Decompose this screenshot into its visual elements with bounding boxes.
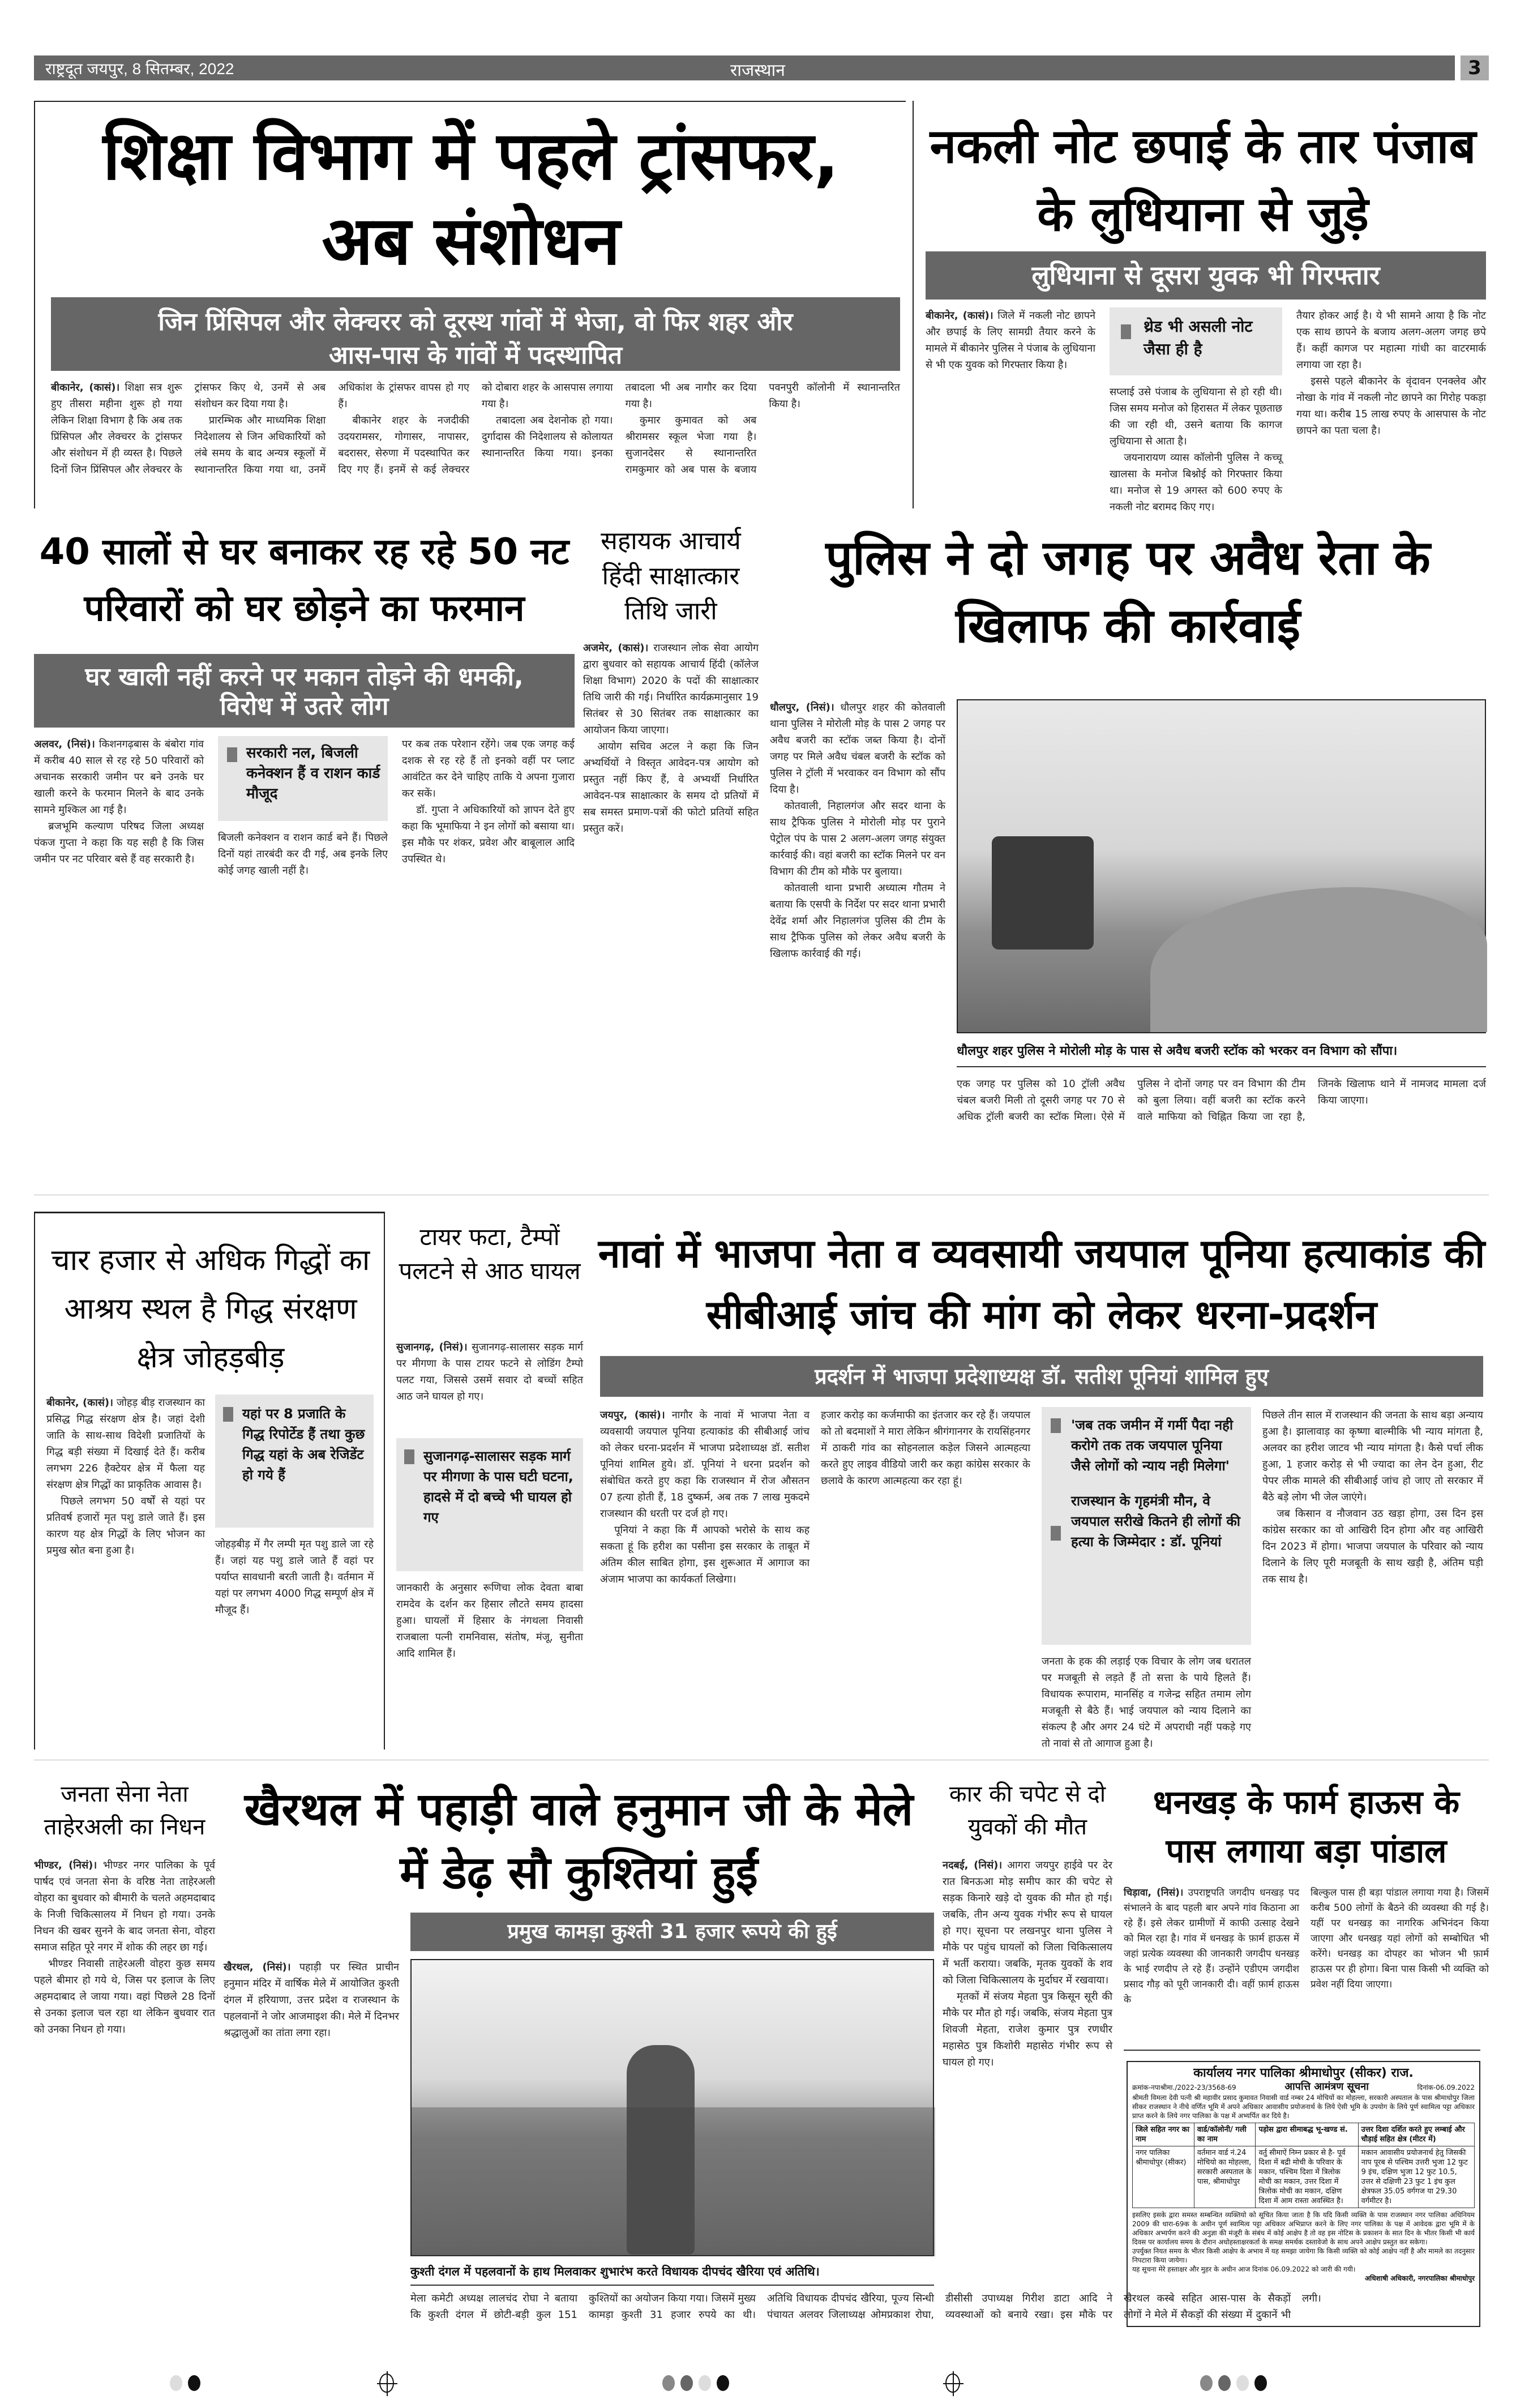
notice-table-row: नगर पालिका श्रीमाधोपुर (सीकर) वर्तमान वार्ड नं.24 मोचियो का मोहल्ला, सरकारी अस्पताल के पास, श्रीमाधोपुर वर्तु सीमाऐं निम्न प्रकार से है- पूर्व दिशा में बद्री मोची के परिवार के मकान, पश्चिम दिशा में त्रिलोक मोची का मकान, उत्तर दिशा में त्रिलोक मोची का मकान, दक्षिण दिशा में आम रास्ता अवस्थित है। मकान आवासीय प्रयोजनार्थ हेतु जिसकी नाप पूरब से पश्चिम उत्तरी भुजा 12 फुट 9 इंच, दक्षिण भुजा 12 फुट 10.5, उत्तर से दक्षिणी 23 फुट 1 इंच कुल क्षेत्रफल 35.05 वर्गगज या 29.30 वर्गमीटर है।	[1133, 2146, 1475, 2208]
headline: 40 सालों से घर बनाकर रह रहे 50 नट परिवारों को घर छोड़ने का फरमान	[39, 531, 569, 630]
notice-date: दिनांक-06.09.2022	[1417, 2084, 1475, 2092]
subhead: प्रमुख कामड़ा कुश्ती 31 हजार रूपये की हुई	[410, 1913, 934, 1951]
pull-quote: थ्रेड भी असली नोट जैसा ही है	[1110, 307, 1282, 375]
article-body-col2: बिजली कनेक्शन व राशन कार्ड बने हैं। पिछले दिनों यहां तारबंदी कर दी गई, अब इनके लिए कोई जगह खाली नहीं है।	[218, 832, 388, 876]
article-body-col2: जानकारी के अनुसार रूणिचा लोक देवता बाबा रामदेव के दर्शन कर हिसार लौटते समय हादसा हुआ। घायलों में हिसार के नंगथला निवासी राजबाला पत्नी रामनिवास, संतोष, मंजू, सुनीता आदि शामिल हैं।	[396, 1582, 583, 1659]
story-punia-protest	[594, 1212, 1489, 1750]
article-body-col2: सप्लाई उसे पंजाब के लुधियाना से हो रही थी। जिस समय मनोज को हिरासत में लेकर पूछताछ की जा रही थी, उसने बताया कि कागज लुधियाना से आता है। जयनारायण व्यास कॉलोनी पुलिस ने कच्चू खालसा के मनोज बिश्नोई को गिरफ्तार किया था। मनोज से 19 अगस्त को 600 रुपए के नकली नोट बरामद किए गए।	[1110, 386, 1282, 513]
article-body-col2: हजार करोड़ का कर्जमाफी का इंतजार कर रहे हैं। जयपाल को तो बदमाशों ने मारा लेकिन श्रीगंगानगर के रायसिंहनगर में ठाकरी गांव का सोहनलाल कड़ेल जिसने आत्महत्या करते हुए लाइव वीडियो जारी कर कहा कांग्रेस सरकार के छलावे के कारण आत्महत्या कर रहा हूं।	[821, 1409, 1030, 1487]
photo-wrestlers	[410, 1959, 934, 2256]
story-dhankhar	[1124, 1772, 1489, 2038]
notice-footer-1: इसलिए इसके द्वारा समस्त सम्बन्धित व्यक्तियो को सूचित किया जाता है कि यदि किसी व्यक्ति के पास राजस्थान नगर पालिका अधिनियम 2009 की धारा-69क के अधीन पूर्ण स्वामित्व पट्टा अधिकार अभिप्राप्त करने के लिए नगर पालिका के पक्ष में आवेदक द्वारा भूमि में के अधिकार अभ्यर्पण करने की अनुज्ञा की मंजूरी के संबंध में कोई आक्षेप है तो वह इस नोटिस के प्रकाशन के सात दिन के भीतर किसी भी कार्य दिवस पर कार्यालय समय के दौरान अधोहस्ताक्षरकर्ता के समक्ष समर्थक दस्तावेजो के साथ अपने आक्षेप प्रस्तुत कर सकेगा।	[1132, 2211, 1475, 2246]
notice-footer-2: उपर्युक्त नियत समय के भीतर किसी आक्षेप के अभाव में यह समझा जायेगा कि किसी व्यक्ति को कोई आक्षेप नहीं है और मामले का तदनुसार निपटारा किया जायेगा।	[1132, 2247, 1475, 2264]
photo-caption: कुश्ती दंगल में पहलवानों के हाथ मिलवाकर शुभारंभ करते विधायक दीपचंद खैरिया एवं अतिथि।	[410, 2265, 820, 2278]
divider	[1124, 2050, 1480, 2051]
article-body-col4: पिछले तीन साल में राजस्थान की जनता के साथ बड़ा अन्याय हुआ है। झालावाड़ का कृष्णा बाल्मीकि भी न्याय मांगता है, अलवर का हरीश जाटव भी न्याय मांगता है। कैसे पर्चा लीक हुआ, 1 हजार करोड़ से भी ज्यादा का लेन देन हुआ, रीट पेपर लीक मामले की सीबीआई जांच हो जाए तो सरकार में बैठे बड़े लोग भी जेल जाएंगे। जब किसान व नौजवान उठ खड़ा होगा, उस दिन इस कांग्रेस सरकार का वो आखिरी दिन होगा और वह आखिरी दिन 2023 में होगा। भाजपा जयपाल के परिवार को न्याय दिलाने के लिए पूरी मजबूती के साथ खड़ी है, अंतिम घड़ी तक साथ है।	[1262, 1409, 1483, 1585]
masthead-date: राष्ट्रदूत जयपुर, 8 सितम्बर, 2022	[45, 60, 234, 78]
headline: चार हजार से अधिक गिद्धों का आश्रय स्थल है गिद्ध संरक्षण क्षेत्र जोहड़बीड़	[51, 1243, 370, 1375]
article-body-col2: बिल्कुल पास ही बड़ा पांडाल लगाया गया है। जिसमें करीब 500 लोगों के बैठने की व्यवस्था की गई है। यहीं पर धनखड़ का नागरिक अभिनंदन किया जाएगा और धनखड़ यहां लोगों को सम्बोधित भी करेंगे। धनखड़ का दोपहर का भोजन भी फ़ार्म हाऊस पर ही होगा। बिना पास किसी भी व्यक्ति को प्रवेश नहीं दिया जाएगा।	[1311, 1887, 1489, 1990]
subhead: घर खाली नहीं करने पर मकान तोड़ने की धमकी, विरोध में उतरे लोग	[34, 654, 575, 728]
notice-table	[1132, 2123, 1475, 2208]
article-body-col2: एक जगह पर पुलिस को 10 ट्रॉली अवैध चंबल बजरी मिली तो दूसरी जगह पर 70 से अधिक ट्रॉली बजरी का स्टॉक मिला। ऐसे में पुलिस ने दोनों जगह पर वन विभाग की टीम को बुला लिया। वहीं बजरी का स्टॉक करने वाले माफिया को चिह्नित किया जा रहा है, जिनके खिलाफ थाने में नामजद मामला दर्ज किया जाएगा।	[957, 1078, 1486, 1123]
story-nat-families	[34, 518, 575, 1183]
bullet-square-icon	[404, 1449, 414, 1464]
photo-caption: धौलपुर शहर पुलिस ने मोरोली मोड़ के पास से अवैध बजरी स्टॉक को भरकर वन विभाग को सौंपा।	[957, 1044, 1398, 1058]
bullet-square-icon	[1051, 1526, 1061, 1541]
photo-sand-jcb	[957, 699, 1486, 1033]
masthead-bar	[34, 55, 1455, 80]
headline: सहायक आचार्य हिंदी साक्षात्कार तिथि जारी	[601, 527, 741, 626]
story-transfer	[34, 101, 906, 508]
bullet-square-icon	[223, 1407, 233, 1422]
column-rule	[913, 101, 914, 508]
pull-quote: सरकारी नल, बिजली कनेक्शन हैं व राशन कार्ड मौजूद	[218, 736, 388, 821]
story-tempo-accident	[396, 1212, 583, 1750]
headline: कार की चपेट से दो युवकों की मौत	[949, 1781, 1106, 1840]
subhead: प्रदर्शन में भाजपा प्रदेशाध्यक्ष डॉ. सतीश पूनियां शामिल हुए	[600, 1356, 1483, 1397]
article-body-col1: बीकानेर, (कासं)। जोहड़ बीड़ राजस्थान का प्रसिद्ध गिद्ध संरक्षण क्षेत्र है। जहां देशी जाति के साथ-साथ विदेशी प्रजातियों के गिद्ध बड़ी संख्या में दिखाई देते हैं। करीब लगभग 226 हैक्टेयर क्षेत्र में फैला यह संरक्षण क्षेत्र गिद्धों का प्राकृतिक आवास है। पिछले लगभग 50 वर्षों से यहां पर प्रतिवर्ष हजारों मृत पशु डाले जाते हैं। इस कारण यह क्षेत्र गिद्धों के लिए भोजन का प्रमुख स्रोत बना हुआ है।	[46, 1397, 205, 1556]
article-body: अजमेर, (कासं)। राजस्थान लोक सेवा आयोग द्वारा बुधवार को सहायक आचार्य हिंदी (कॉलेज शिक्षा विभाग) 2020 के पदों की साक्षात्कार तिथि जारी की गई। निर्धारित कार्यक्रमानुसार 19 सितंबर से 30 सितंबर तक साक्षात्कार का आयोजन किया जाएगा। आयोग सचिव अटल ने कहा कि जिन अभ्यर्थियों ने विस्तृत आवेदन-पत्र आयोग को प्रस्तुत नहीं किए हैं, वे अभ्यर्थी निर्धारित आवेदन-पत्र साक्षात्कार के समय दो प्रतियों में सब समस्त प्रमाण-पत्रों की फोटो प्रतियों सहित प्रस्तुत करें।	[583, 642, 759, 835]
pull-quote: यहां पर 8 प्रजाति के गिद्ध रिपोर्टेड हैं तथा कुछ गिद्ध यहां के अब रेजिडेंट हो गये हैं	[215, 1395, 374, 1528]
story-car-accident	[943, 1772, 1112, 2338]
pull-quote: 'जब तक जमीन में गर्मी पैदा नही करोगे तक तक जयपाल पूनिया जैसे लोगों को न्याय नही मिलेगा' राजस्थान के गृहमंत्री मौन, वे जयपाल सरीखे कितने ही लोगों की हत्या के जिम्मेदार : डॉ. पूनियां	[1042, 1407, 1251, 1645]
headline: जनता सेना नेता ताहेरअली का निधन	[44, 1781, 205, 1840]
public-notice	[1127, 2061, 1480, 2327]
article-body-col1: चिड़ावा, (निसं)। उपराष्ट्रपति जगदीप धनखड़ पद संभालने के बाद पहली बार अपने गांव किठाना आ रहे हैं। इसे लेकर ग्रामीणों में काफी उत्साह देखने को मिल रहा है। गांव में धनखड़ के फ़ार्म हाऊस में जहां प्रत्येक व्यवस्था की जानकारी जगदीप धनखड़ के भाई रणदीप ले रहे हैं। उन्होंने एडीएम जगदीश प्रसाद गौड़ को पूरी जानकारी दी। वहीं फ़ार्म हाऊस के	[1124, 1887, 1299, 2005]
crowd-shape	[412, 2107, 935, 2256]
headline: शिक्षा विभाग में पहले ट्रांसफर, अब संशोधन	[102, 117, 840, 280]
notice-footer-3: यह सूचना मेरे हस्ताक्षर और मुहर के अधीन आज दिनांक 06.09.2022 को जारी की गयी।	[1132, 2265, 1356, 2273]
notice-signature: अधिशाषी अधिकारी, नगरपालिका श्रीमाधोपुर	[1365, 2274, 1475, 2282]
jcb-shape	[992, 836, 1094, 949]
story-fake-notes	[920, 101, 1486, 513]
story-obituary	[34, 1772, 215, 2338]
article-body: नदबई, (निसं)। आगरा जयपुर हाईवे पर देर रात बिनऊआ मोड़ समीप कार की चपेट से सड़क किनारे खड़े दो युवक की मौत हो गई। जबकि, तीन अन्य युवक गंभीर रूप से घायल हो गए। सूचना पर लखनपुर थाना पुलिस ने मौके पर पहुंच घायलों को जिला चिकित्सालय में भर्ती कराया। जबकि, मृतक युवकों के शव को जिला चिकित्सालय के मुर्दाघर में रखवाया। मृतकों में संजय मेहता पुत्र किसून सूरी की मौके पर मौत हो गई। जबकि, संजय मेहता पुत्र शिवजी मेहता, राजेश कुमार पुत्र रणधीर महासेठ पुत्र किशोरी महासेठ गंभीर रूप से घायल हो गए।	[943, 1859, 1112, 2068]
article-body: भीण्डर, (निसं)। भीण्डर नगर पालिका के पूर्व पार्षद एवं जनता सेना के वरिष्ठ नेता ताहेरअली वोहरा का बुधवार को बीमारी के चलते अहमदाबाद के निजी चिकित्सालय में निधन हो गया। उनके निधन की खबर सुनने के बाद जनता सेना, वोहरा समाज सहित पूरे नगर में शोक की लहर छा गई। भीण्डर निवासी ताहेरअली वोहरा कुछ समय पहले बीमार हो गये थे, जिस पर इलाज के लिए अहमदाबाद ले जाया गया। वहां पिछले 28 दिनों से उनका इलाज चल रहा था लेकिन बुधवार रात को उनका निधन हो गया।	[34, 1859, 215, 2035]
registration-crosshair-icon	[379, 2373, 394, 2393]
subhead: जिन प्रिंसिपल और लेक्चरर को दूरस्थ गांवों में भेजा, वो फिर शहर और आस-पास के गांवों में पदस्थापित	[51, 297, 900, 371]
article-body-col3: जनता के हक की लड़ाई एक विचार के लोग जब धरातल पर मजबूती से लड़ते हैं तो सत्ता के पाये हिलते हैं। विधायक रूपाराम, मानसिंह व गजेन्द्र सहित तमाम लोग मजबूती से बैठे हैं। भाई जयपाल को न्याय दिलाने का संकल्प है और अगर 24 घंटे में अपराधी नहीं पकड़े गए तो नावां से तो आगाज हुआ है।	[1042, 1656, 1251, 1750]
article-body-col3: पर कब तक परेशान रहेंगे। जब एक जगह कई दशक से रह रहे हैं तो इनको वहीं पर प्लाट आवंटित कर देने चाहिए ताकि ये अपना गुजारा कर सकें। डॉ. गुप्ता ने अधिकारियों को ज्ञापन देते हुए कहा कि भूमाफिया ने इन लोगों को बसाया था। इस मौके पर शंकर, प्रवेश और बाबूलाल आदि उपस्थित थे।	[402, 738, 575, 865]
sand-pile-shape	[1150, 887, 1487, 1032]
notice-ref: क्रमांक-नपाश्रीमा./2022-23/3568-69	[1132, 2084, 1236, 2092]
story-illegal-sand	[770, 518, 1486, 1183]
article-body-col1: सुजानगढ़, (निसं)। सुजानगढ़-सालासर सड़क मार्ग पर मीगणा के पास टायर फटने से लोडिंग टैम्पो पलट गया, जिससे उसमें सवार दो बच्चों सहित आठ जने घायल हो गए।	[396, 1341, 583, 1402]
notice-table-header: जिले सहित नगर का नाम वार्ड/कॉलोनी/ गली का नाम पड़ोस द्वारा सीमाबद्ध भू-खण्ड सं. उत्तर दिशा दर्शित करते हुए लम्बाई और चौड़ाई सहित क्षेत्र (मीटर में)	[1133, 2123, 1475, 2146]
headline: नावां में भाजपा नेता व व्यवसायी जयपाल पूनिया हत्याकांड की सीबीआई जांच की मांग को लेकर धरना-प्रदर्शन	[598, 1230, 1485, 1338]
headline: टायर फटा, टैम्पों पलटने से आठ घायल	[399, 1223, 581, 1285]
notice-ref-row	[1132, 2082, 1475, 2092]
bullet-square-icon	[227, 747, 237, 762]
story-vultures	[34, 1212, 385, 1750]
subhead: लुधियाना से दूसरा युवक भी गिरफ्तार	[926, 251, 1486, 300]
article-body: बीकानेर, (कासं)। शिक्षा सत्र शुरू हुए तीसरा महीना शुरू हो गया लेकिन शिक्षा विभाग है कि अब तक प्रिंसिपल और लेक्चरर के ट्रांसफर और संशोधन में ही व्यस्त है। पिछले दिनों जिन प्रिंसिपल और लेक्चरर के ट्रांसफर किए थे, उनमें से अब संशोधन कर दिया गया है। प्रारम्भिक और माध्यमिक शिक्षा निदेशालय से जिन अधिकारियों को लंबे समय के बाद अन्यत्र स्कूलों में स्थानान्तरित किया गया था, उनमें अधिकांश के ट्रांसफर वापस हो गए हैं। बीकानेर शहर के नजदीकी उदयरामसर, गोगासर, नापासर, बदरासर, सेरुणा में पदस्थापित कर दिए गए हैं। इनमें से कई लेक्चरर को दोबारा शहर के आसपास लगाया गया है। तबादला अब देशनोक हो गया। दुर्गादास की निदेशालय से कोलायत स्थानान्तरित किया गया। इनका तबादला भी अब नागौर कर दिया गया है। कुमार कुमावत को अब श्रीरामसर स्कूल भेजा गया है। सुजानदेसर से स्थानान्तरित रामकुमार को अब पास के बजाय पवनपुरी कॉलोनी में स्थानान्तरित किया है।	[51, 382, 900, 476]
notice-intro: श्रीमती विमला देवी पत्नी श्री महावीर प्रसाद कुमावत निवासी वार्ड नम्बर 24 मोचियों का मोहल्ला, सरकारी अस्पताल के पास श्रीमाधोपुर जिला सीकर राजस्थान ने नीचे वर्णित भूमि में अपने अधिकार आवासीय प्रयोजनार्थ के लिये ऐसी भूमि के उपयोग के लिये पूर्ण स्वामित्व पट्टा अधिकार प्राप्त करने के लिये नगर पालिका के पक्ष में अभ्यर्पित कर दिये है।	[1132, 2094, 1475, 2120]
article-body-col1: धौलपुर, (निसं)। धौलपुर शहर की कोतवाली थाना पुलिस ने मोरोली मोड़ के पास 2 जगह पर अवैध बजरी का स्टॉक जब्त किया है। दोनों जगह पर मिले अवैध चंबल बजरी के स्टॉक को पुलिस ने ट्रॉली में भरवाकर वन विभाग को सौंप दिया है। कोतवाली, निहालगंज और सदर थाना के साथ ट्रैफिक पुलिस ने मोरोली मोड़ पर पुराने पेट्रोल पंप के पास 2 अलग-अलग जगह संयुक्त कार्रवाई की। वहां बजरी का स्टॉक मिलने पर वन विभाग की टीम को मौके पर बुलाया। कोतवाली थाना प्रभारी अध्यात्म गौतम ने बताया कि एसपी के निर्देश पर सदर थाना प्रभारी देवेंद्र शर्मा और निहालगंज पुलिस की टीम के साथ ट्रैफिक पुलिस को लेकर अवैध बजरी के खिलाफ कार्रवाई की गई।	[770, 702, 945, 960]
notice-title: आपत्ति आमंत्रण सूचना	[1284, 2081, 1369, 2093]
divider	[957, 1066, 1486, 1067]
headline: पुलिस ने दो जगह पर अवैध रेता के खिलाफ की कार्रवाई	[825, 530, 1431, 653]
pull-quote: सुजानगढ़-सालासर सड़क मार्ग पर मीगणा के पास घटी घटना, हादसे में दो बच्चे भी घायल हो गए	[396, 1438, 583, 1571]
masthead-section: राजस्थान	[730, 61, 785, 80]
registration-dots-center	[662, 2375, 735, 2393]
article-body-col1: जयपुर, (कासं)। नागौर के नावां में भाजपा नेता व व्यवसायी जयपाल पूनिया हत्याकांड की सीबीआई जांच को लेकर धरना-प्रदर्शन में भाजपा प्रदेशाध्यक्ष डॉ. सतीश पूनियां शामिल हुये। डॉ. पूनियां ने धरना प्रदर्शन को संबोधित करते हुए कहा कि राजस्थान में रोज औसतन 07 हत्या होती हैं, 18 दुष्कर्म, अब तक 7 लाख मुकदमे राजस्थान की धरती पर दर्ज हो गए। पूनियां ने कहा कि मैं आपको भरोसे के साथ कह सकता हूं कि हरीश का पसीना इस सरकार के ताबूत में अंतिम कील साबित होगा, इस शुरूआत में आगाज का अंजाम भाजपा का कार्यकर्ता लिखेगा।	[600, 1409, 810, 1585]
registration-dots-right	[1200, 2375, 1273, 2393]
registration-dots-left	[170, 2375, 206, 2393]
article-body-col1: बीकानेर, (कासं)। जिले में नकली नोट छापने और छपाई के लिए सामग्री तैयार करने के मामले में बीकानेर पुलिस ने पंजाब के लुधियाना से भी एक युवक को गिरफ्तार किया है।	[926, 310, 1095, 371]
article-body-col2: जोहड़बीड़ में गैर लम्पी मृत पशु डाले जा रहे हैं। जहां यह पशु डाले जाते हैं वहां पर पर्याप्त सावधानी बरती जाती है। वर्तमान में यहां पर लगभग 4000 गिद्ध सम्पूर्ण क्षेत्र में मौजूद हैं।	[215, 1538, 374, 1616]
story-teacher-interview	[583, 518, 759, 1183]
headline: खैरथल में पहाड़ी वाले हनुमान जी के मेले में डेढ़ सौ कुश्तियां हुईं	[244, 1783, 914, 1899]
page-number: 3	[1461, 55, 1489, 80]
bullet-square-icon	[1121, 324, 1131, 339]
notice-office: कार्यालय नगर पालिका श्रीमाधोपुर (सीकर) राज.	[1193, 2066, 1414, 2080]
headline: धनखड़ के फार्म हाऊस के पास लगाया बड़ा पांडाल	[1153, 1783, 1460, 1870]
headline: नकली नोट छपाई के तार पंजाब के लुधियाना से जुड़े	[930, 118, 1476, 242]
bullet-square-icon	[1051, 1418, 1061, 1433]
article-body-col1: खैरथल, (निसं)। पहाड़ी पर स्थित प्राचीन हनुमान मंदिर में वार्षिक मेले में आयोजित कुश्ती दंगल में हरियाणा, उत्तर प्रदेश व राजस्थान के पहलवानों ने जोर आजमाइश की। मेले में दिनभर श्रद्धालुओं का तांता लगा रहा।	[224, 1961, 399, 2039]
article-body-col1: अलवर, (निसं)। किशनगढ़बास के बंबोरा गांव में करीब 40 साल से रह रहे 50 परिवारों को अचानक सरकारी जमीन पर बने उनके घर खाली करने के फरमान मिलने के बाद उनके सामने मुश्किल आ गई है। ब्रजभूमि कल्याण परिषद जिला अध्यक्ष पंकज गुप्ता ने कहा कि यह सही है कि जिस जमीन पर नट परिवार बसे हैं वह सरकारी है।	[34, 738, 204, 865]
divider	[410, 2285, 934, 2286]
article-body-col2: मेला कमेटी अध्यक्ष लालचंद रोघा ने बताया कि कुश्ती दंगल में छोटी-बड़ी कुल 151 कुश्तियों का अयोजन किया गया। जिसमें मुख्य कामड़ा कुश्ती 31 हजार रुपये का थी। अतिथि विधायक दीपचंद खैरिया, पूज्य सिन्धी पंचायत अलवर जिलाध्यक्ष ओमप्रकाश रोघा, डीसीसी उपाध्यक्ष गिरीश डाटा आदि ने व्यवस्थाओं को बनाये रखा। इस मौके पर खैरथल कस्बे सहित आस-पास के सैकड़ों लोगों ने मेले में सैकड़ों की संख्या में दुकानें भी लगी।	[410, 2292, 1321, 2321]
registration-crosshair-icon	[945, 2373, 960, 2393]
article-body-col3: तैयार होकर आई है। ये भी सामने आया है कि नोट एक साथ छापने के बजाय अलग-अलग जगह छपे हैं। कहीं कागज पर महात्मा गांधी का वाटरमार्क लगाया जा रहा है। इससे पहले बीकानेर के वृंदावन एनक्लेव और नोखा के गांव में नकली नोट छापने का गिरोह पकड़ा गया था। करीब 15 लाख रुपए के आसपास के नोट छापने का पता चला है।	[1296, 310, 1486, 437]
